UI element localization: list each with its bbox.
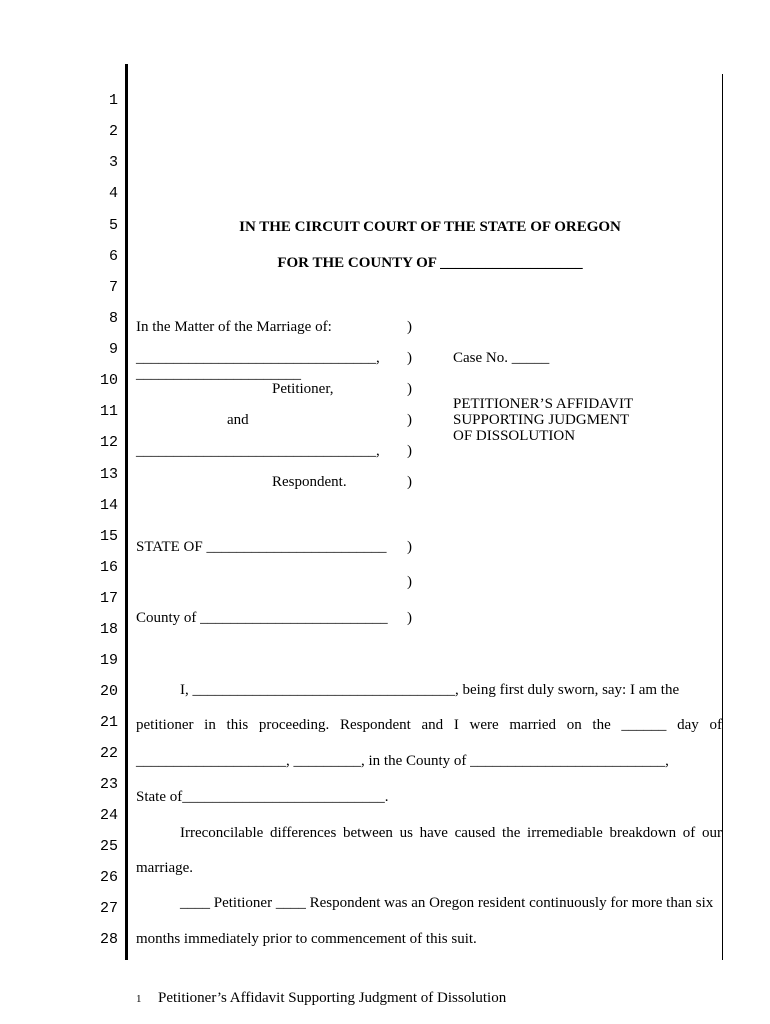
line-number: 2 xyxy=(108,123,118,140)
line-number: 7 xyxy=(108,279,118,296)
affidavit-line-28: months immediately prior to commencement of this suit. xyxy=(136,931,477,947)
respondent-label: Respondent. xyxy=(272,474,347,490)
word: the xyxy=(592,717,611,733)
line-number: 1 xyxy=(108,92,118,109)
right-margin-rule xyxy=(722,74,723,960)
line-number: 12 xyxy=(99,434,118,451)
word: have xyxy=(419,825,448,841)
word: ______ xyxy=(621,717,667,733)
word: Respondent xyxy=(339,717,411,733)
word: differences xyxy=(269,825,337,841)
line-number: 25 xyxy=(99,838,118,855)
word: on xyxy=(566,717,582,733)
caption-paren: ) xyxy=(407,350,412,366)
respondent-name-blank: ________________________________, xyxy=(136,443,380,459)
line-number: 19 xyxy=(99,652,118,669)
word: Irreconcilable xyxy=(180,825,264,841)
word: the xyxy=(502,825,521,841)
matter-label: In the Matter of the Marriage of: xyxy=(136,319,332,335)
line-number: 3 xyxy=(108,154,118,171)
line-number: 14 xyxy=(99,497,118,514)
case-number: Case No. _____ xyxy=(453,350,550,366)
line-number: 10 xyxy=(99,372,118,389)
word: our xyxy=(701,825,722,841)
document-title-line-3: OF DISSOLUTION xyxy=(453,428,576,444)
word: and xyxy=(421,717,444,733)
left-margin-rule xyxy=(125,64,128,960)
line-number: 11 xyxy=(99,403,118,420)
venue-paren: ) xyxy=(407,610,412,626)
line-number: 28 xyxy=(99,931,118,948)
caption-paren: ) xyxy=(407,474,412,490)
line-number: 24 xyxy=(99,807,118,824)
caption-paren: ) xyxy=(407,381,412,397)
line-number: 21 xyxy=(99,714,118,731)
court-heading: IN THE CIRCUIT COURT OF THE STATE OF OREGON xyxy=(239,219,621,235)
word: caused xyxy=(454,825,496,841)
word: married xyxy=(509,717,557,733)
footer-page-number: 1 xyxy=(136,993,142,1005)
word: of xyxy=(682,825,696,841)
line-number: 26 xyxy=(99,869,118,886)
word: were xyxy=(469,717,499,733)
line-number: 5 xyxy=(108,217,118,234)
caption-paren: ) xyxy=(407,412,412,428)
line-number: 9 xyxy=(108,341,118,358)
footer-title: Petitioner’s Affidavit Supporting Judgment of Dissolution xyxy=(158,990,507,1006)
word: of xyxy=(709,717,722,733)
line-number: 23 xyxy=(99,776,118,793)
word: petitioner xyxy=(136,717,194,733)
word: I xyxy=(453,717,459,733)
petitioner-name-blank: ________________________________, xyxy=(136,350,380,366)
word: breakdown xyxy=(609,825,677,841)
caption-paren: ) xyxy=(407,319,412,335)
line-number: 20 xyxy=(99,683,118,700)
line-number: 6 xyxy=(108,248,118,265)
line-number: 18 xyxy=(99,621,118,638)
affidavit-line-25: marriage. xyxy=(136,860,194,876)
line-number: 13 xyxy=(99,466,118,483)
and-label: and xyxy=(227,412,249,428)
document-title-line-2: SUPPORTING JUDGMENT xyxy=(453,412,630,428)
word: this xyxy=(226,717,249,733)
word: irremediable xyxy=(527,825,603,841)
line-number: 15 xyxy=(99,528,118,545)
county-heading: FOR THE COUNTY OF ___________________ xyxy=(277,255,583,271)
word: proceeding. xyxy=(258,717,330,733)
line-number: 17 xyxy=(99,590,118,607)
affidavit-line-23: State of___________________________. xyxy=(136,789,389,805)
line-number: 27 xyxy=(99,900,118,917)
word: between xyxy=(342,825,393,841)
venue-paren: ) xyxy=(407,574,412,590)
affidavit-line-20: I, ___________________________________, being first duly sworn, say: I am the xyxy=(180,682,680,698)
word: us xyxy=(399,825,413,841)
line-number: 16 xyxy=(99,559,118,576)
petitioner-name-blank-2: ______________________ xyxy=(136,366,301,382)
affidavit-line-21 xyxy=(136,716,722,734)
line-number: 4 xyxy=(108,185,118,202)
line-number: 8 xyxy=(108,310,118,327)
affidavit-line-24 xyxy=(180,824,722,842)
word: in xyxy=(204,717,216,733)
document-title-line-1: PETITIONER’S AFFIDAVIT xyxy=(453,396,634,412)
caption-paren: ) xyxy=(407,443,412,459)
word: day xyxy=(677,717,699,733)
affidavit-line-22: ____________________, _________, in the County of __________________________, xyxy=(136,753,669,769)
venue-paren: ) xyxy=(407,539,412,555)
line-number: 22 xyxy=(99,745,118,762)
affidavit-line-27: ____ Petitioner ____ Respondent was an Oregon resident continuously for more than six xyxy=(180,895,714,911)
petitioner-label: Petitioner, xyxy=(272,381,334,397)
venue-state: STATE OF ________________________ xyxy=(136,539,387,555)
venue-county: County of _________________________ xyxy=(136,610,388,626)
